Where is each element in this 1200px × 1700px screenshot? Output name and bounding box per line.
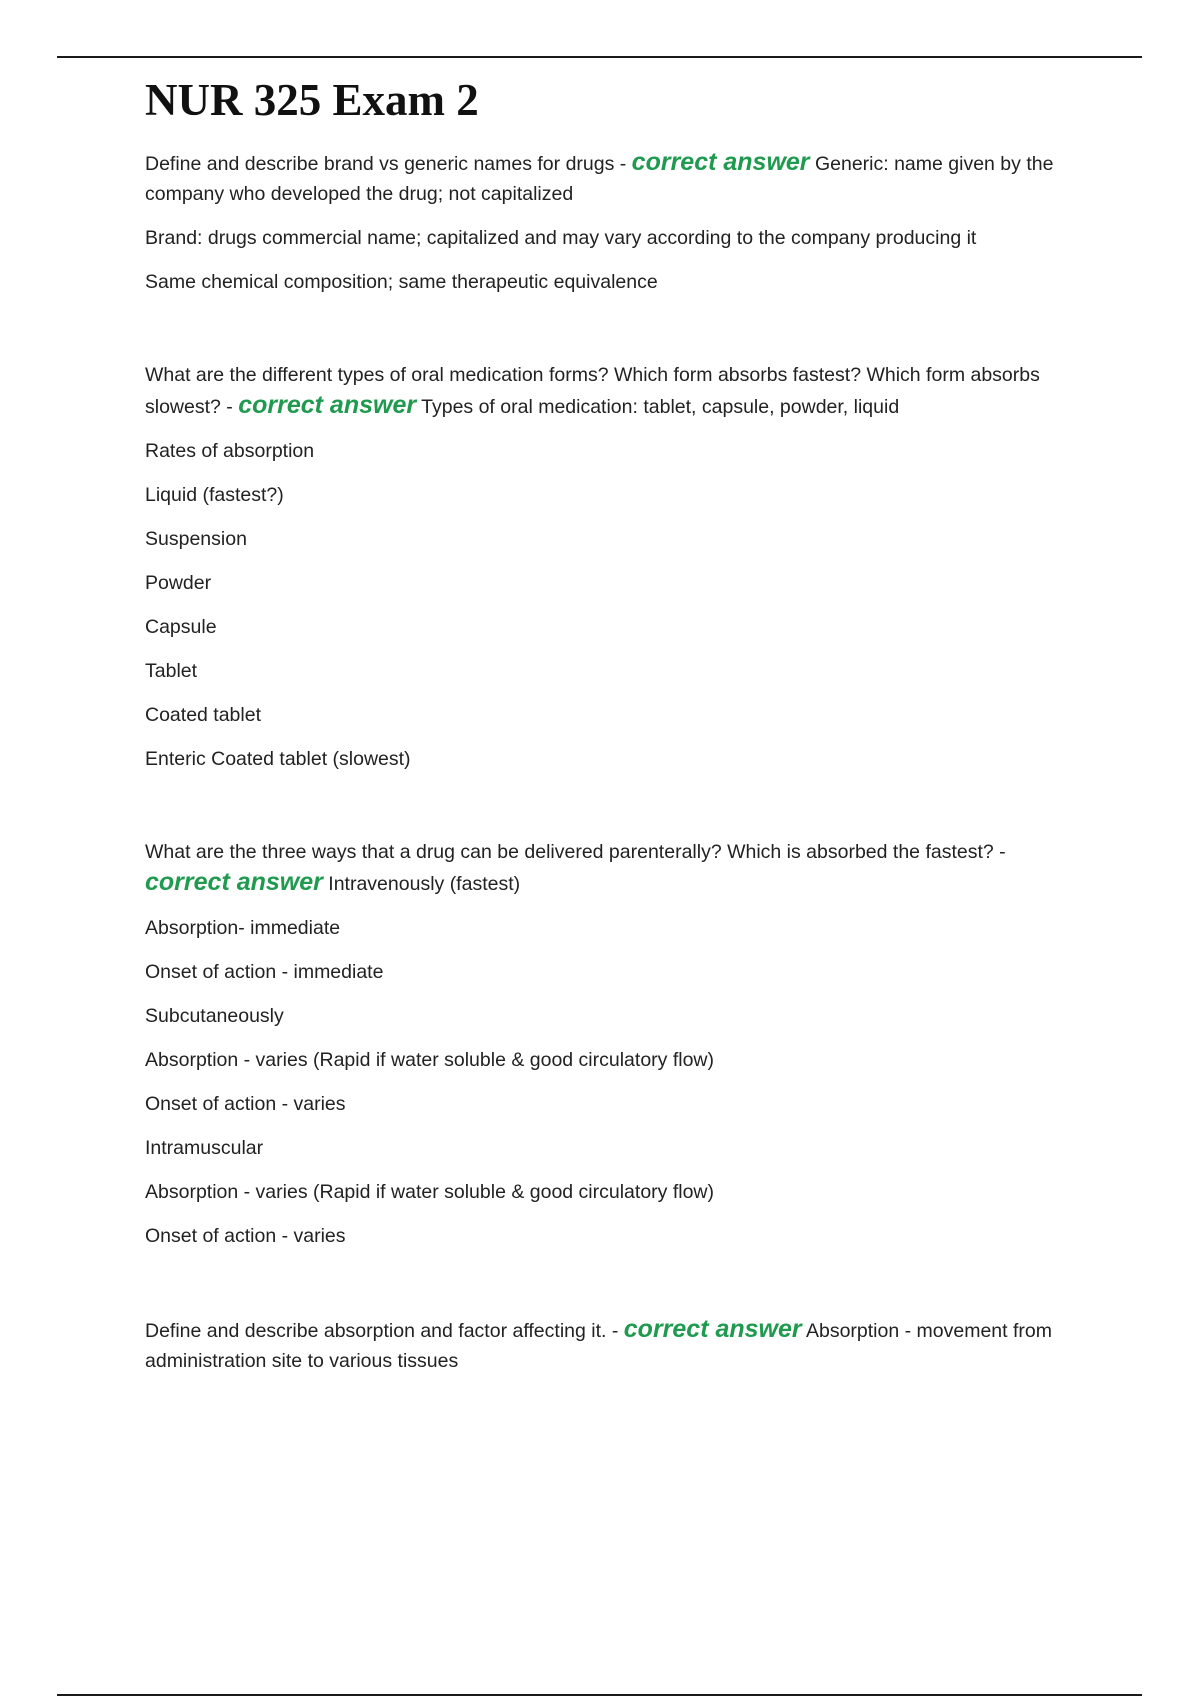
answer-line: Rates of absorption [145,440,315,462]
answer-line: Tablet [145,660,198,682]
answer-line: Onset of action - varies [145,1093,346,1115]
bottom-rule [57,1694,1142,1696]
answer-line: Capsule [145,616,217,638]
correct-answer-marker: correct answer [238,391,417,419]
question-text: Define and describe brand vs generic names for drugs - [145,153,632,175]
correct-answer-marker: correct answer [145,868,323,896]
answer-line: Intramuscular [145,1137,264,1159]
answer-line: Subcutaneously [145,1005,284,1027]
answer-line: Brand: drugs commercial name; capitalized and may vary according to the company producing it [145,227,977,249]
answer-line: Absorption - varies (Rapid if water soluble & good circulatory flow) [145,1049,714,1071]
answer-line: Powder [145,572,212,594]
answer-text: Absorption - movement from administration site to various tissues [145,1320,1052,1372]
question-text: What are the different types of oral medication forms? Which form absorbs fastest? Which form absorbs slowest? - [145,364,1040,418]
answer-text: Generic: name given by the company who developed the drug; not capitalized [145,153,1054,205]
answer-line: Liquid (fastest?) [145,484,284,506]
answer-line: Absorption- immediate [145,917,341,939]
answer-text: Types of oral medication: tablet, capsule, powder, liquid [416,396,900,418]
answer-line: Onset of action - varies [145,1225,346,1247]
qa-block [145,1314,1090,1376]
question-line [145,147,1090,209]
answer-line: Absorption - varies (Rapid if water soluble & good circulatory flow) [145,1181,714,1203]
correct-answer-marker: correct answer [623,1315,802,1343]
question-text: Define and describe absorption and factor affecting it. - [145,1320,624,1342]
qa-block [145,360,1090,774]
answer-line: Coated tablet [145,704,262,726]
question-line [145,837,1090,899]
correct-answer-marker: correct answer [631,148,810,176]
answer-line: Onset of action - immediate [145,961,384,983]
qa-block [145,837,1090,1251]
document-title: NUR 325 Exam 2 [145,75,479,125]
answer-text: Intravenously (fastest) [322,873,521,895]
question-line [145,360,1090,422]
question-line [145,1314,1090,1376]
answer-line: Suspension [145,528,247,550]
answer-line: Enteric Coated tablet (slowest) [145,748,411,770]
top-rule [57,56,1142,58]
answer-line: Same chemical composition; same therapeutic equivalence [145,271,658,293]
document-page [145,70,1090,1390]
question-text: What are the three ways that a drug can be delivered parenterally? Which is absorbed the fastest? - [145,841,1006,863]
qa-block [145,147,1090,297]
